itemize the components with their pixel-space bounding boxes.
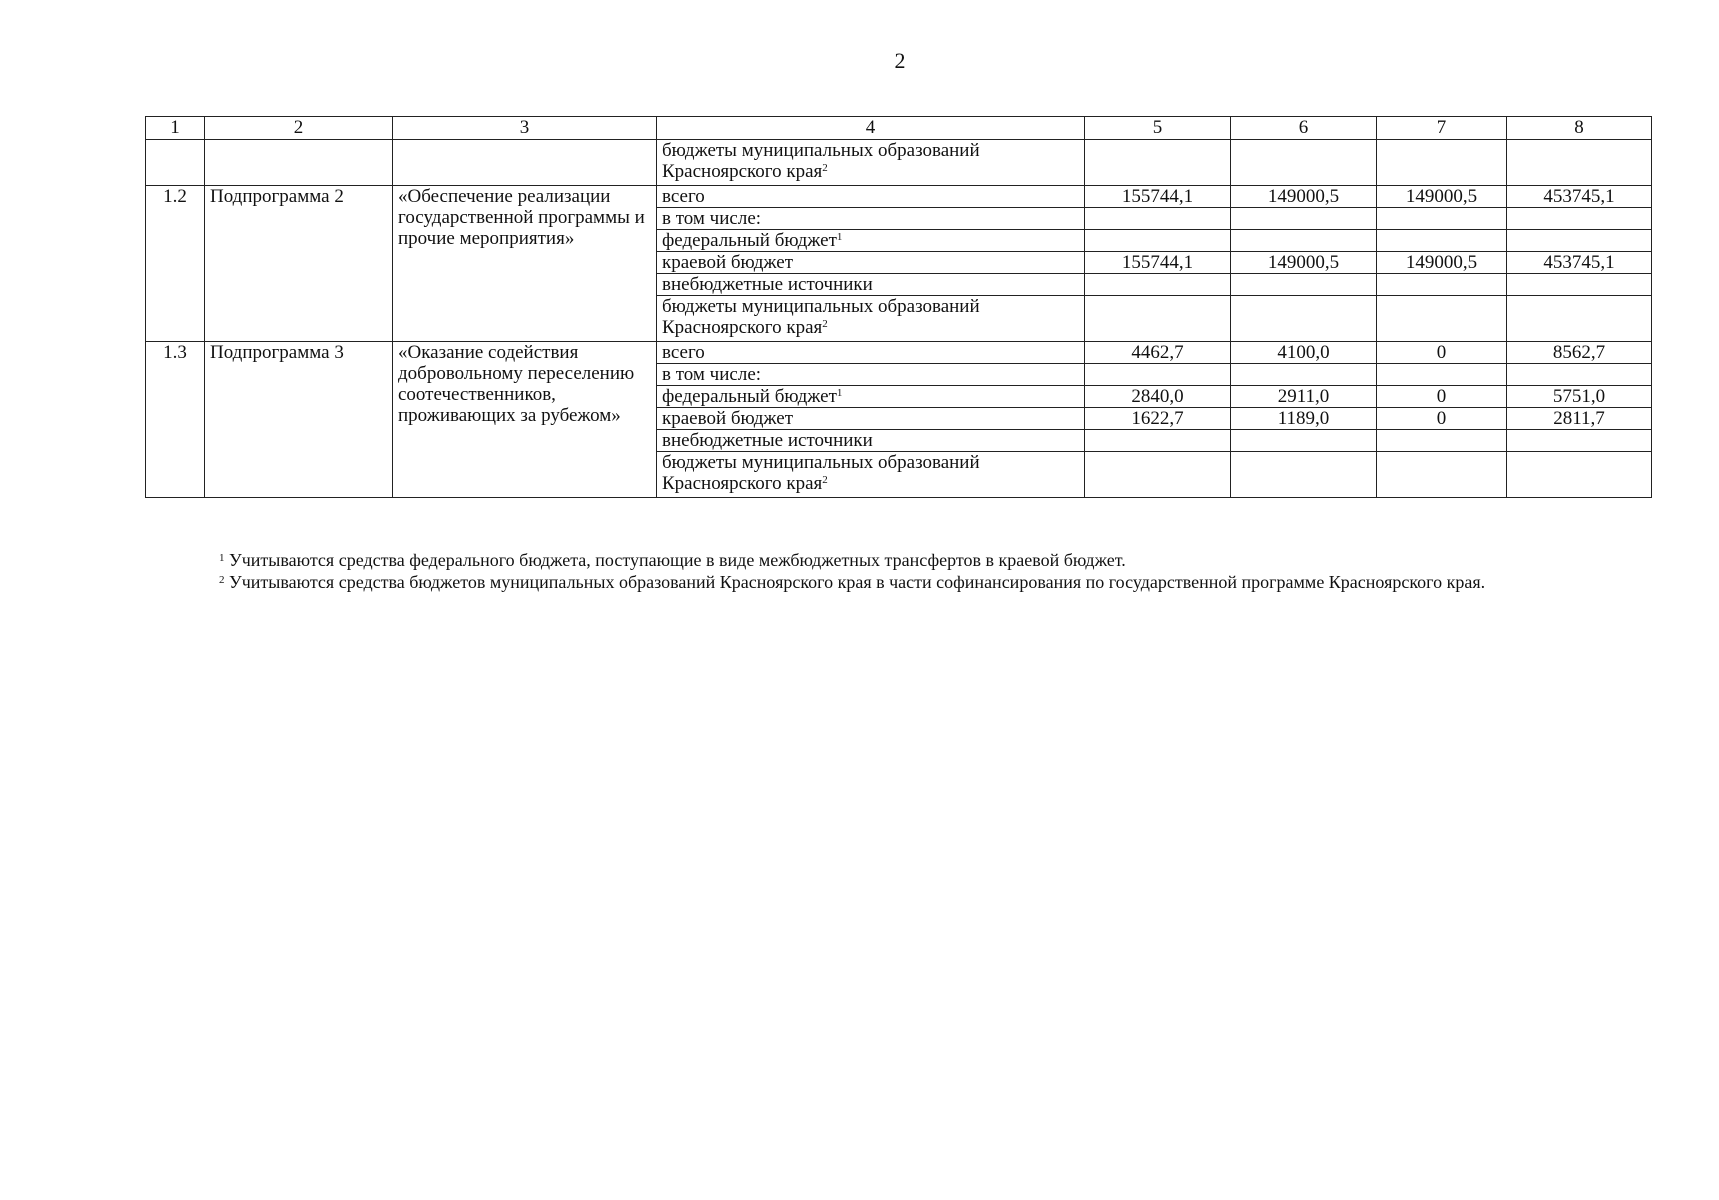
value-cell: 2811,7 [1507, 408, 1652, 430]
subprogram-title: «Обеспечение реализации государственной программы и прочие мероприятия» [393, 186, 657, 342]
footnote-text: Учитываются средства бюджетов муниципальных образований Красноярского края в части софинансирования по государственной программе Красноярского края. [229, 572, 1486, 592]
footnote-text: Учитываются средства федерального бюджета, поступающие в виде межбюджетных трансфертов в краевой бюджет. [229, 550, 1126, 570]
header-cell: 8 [1507, 117, 1652, 140]
footnote-mark: 1 [836, 231, 843, 243]
source-label: всего [657, 186, 1085, 208]
value-cell: 1189,0 [1231, 408, 1377, 430]
table-row [146, 186, 1652, 208]
header-cell: 1 [146, 117, 205, 140]
header-cell: 3 [393, 117, 657, 140]
table-header-row [146, 117, 1652, 140]
value-cell: 149000,5 [1377, 186, 1507, 208]
source-label: всего [657, 342, 1085, 364]
value-cell: 1622,7 [1085, 408, 1231, 430]
table-row [146, 342, 1652, 364]
source-label: бюджеты муниципальных образований Красноярского края$^2$ [657, 140, 1085, 186]
value-cell: 453745,1 [1507, 186, 1652, 208]
value-cell: 8562,7 [1507, 342, 1652, 364]
value-cell: 4100,0 [1231, 342, 1377, 364]
source-label: краевой бюджет [657, 252, 1085, 274]
source-label: внебюджетные источники [657, 430, 1085, 452]
source-label: в том числе: [657, 364, 1085, 386]
subprogram-name: Подпрограмма 3 [205, 342, 393, 498]
subprogram-title: «Оказание содействия добровольному переселению соотечественников, проживающих за рубежом» [393, 342, 657, 498]
footnote-mark: 1 [219, 552, 225, 564]
header-cell: 2 [205, 117, 393, 140]
value-cell: 0 [1377, 408, 1507, 430]
footnote-mark: 1 [836, 387, 843, 399]
header-cell: 6 [1231, 117, 1377, 140]
section-number: 1.2 [146, 186, 205, 342]
footnote-mark: 2 [822, 474, 828, 486]
value-cell: 155744,1 [1085, 186, 1231, 208]
footnote-mark: 2 [822, 162, 828, 174]
header-cell: 4 [657, 117, 1085, 140]
value-cell: 0 [1377, 386, 1507, 408]
source-label: внебюджетные источники [657, 274, 1085, 296]
header-cell: 5 [1085, 117, 1231, 140]
footnote-mark: 2 [219, 574, 225, 586]
table-row [146, 140, 1652, 186]
footnote-mark: 2 [822, 318, 828, 330]
footnotes [219, 549, 1679, 593]
footnote [219, 571, 1679, 593]
source-label: в том числе: [657, 208, 1085, 230]
value-cell: 155744,1 [1085, 252, 1231, 274]
header-cell: 7 [1377, 117, 1507, 140]
source-label: краевой бюджет [657, 408, 1085, 430]
value-cell: 149000,5 [1377, 252, 1507, 274]
value-cell: 0 [1377, 342, 1507, 364]
subprogram-name: Подпрограмма 2 [205, 186, 393, 342]
section-number: 1.3 [146, 342, 205, 498]
footnote [219, 549, 1679, 571]
value-cell: 453745,1 [1507, 252, 1652, 274]
source-label: федеральный бюджет$^1$ [657, 386, 1085, 408]
source-label: бюджеты муниципальных образований Красноярского края$^2$ [657, 296, 1085, 342]
value-cell: 2840,0 [1085, 386, 1231, 408]
source-label: федеральный бюджет$^1$ [657, 230, 1085, 252]
source-label: бюджеты муниципальных образований Красноярского края$^2$ [657, 452, 1085, 498]
page-number: 2 [894, 48, 906, 73]
value-cell: 149000,5 [1231, 186, 1377, 208]
value-cell: 2911,0 [1231, 386, 1377, 408]
value-cell: 5751,0 [1507, 386, 1652, 408]
value-cell: 149000,5 [1231, 252, 1377, 274]
budget-table [145, 116, 1652, 498]
value-cell: 4462,7 [1085, 342, 1231, 364]
